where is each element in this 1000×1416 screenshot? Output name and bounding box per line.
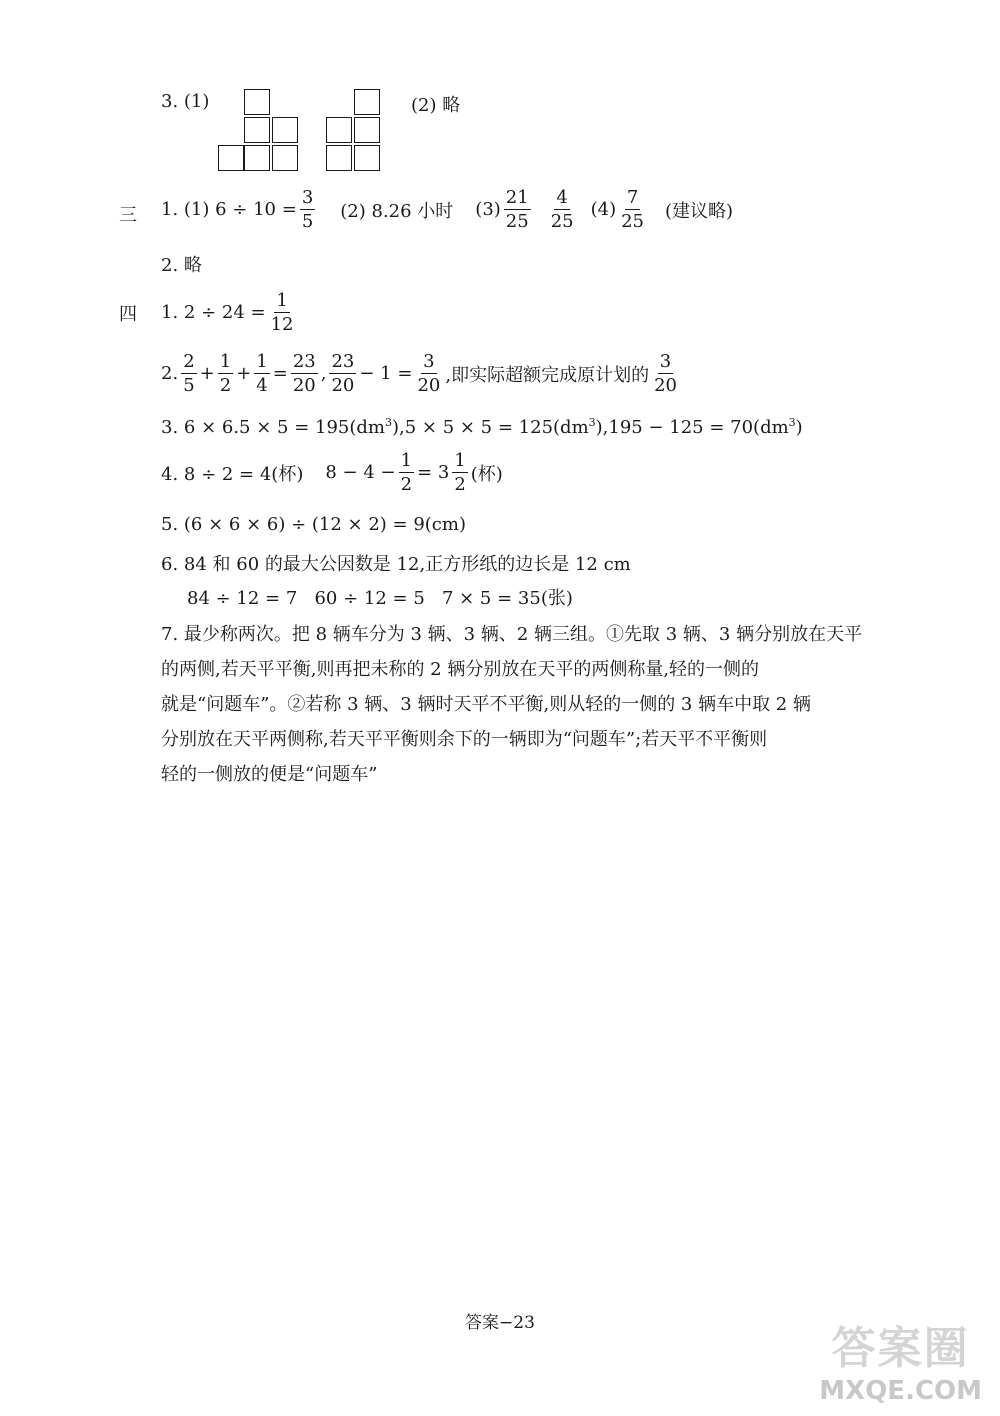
sec3-q1-c: (3) [475, 199, 501, 221]
sec3-q1-b: (2) 8.26 小时 [340, 200, 454, 222]
paragraph-line: 的两侧,若天平平衡,则再把未称的 2 辆分别放在天平的两侧称量,轻的一侧的 [161, 659, 760, 680]
page-footer: 答案−23 [465, 1313, 535, 1333]
fraction: $\frac{3}{5}$ [301, 187, 314, 232]
sec3-q2: 2. 略 [161, 255, 202, 276]
fraction: $\frac{23}{20}$ [331, 351, 355, 396]
paragraph-line: 分别放在天平两侧称,若天平平衡则余下的一辆即为“问题车”;若天平不平衡则 [161, 729, 768, 750]
operator: = [272, 363, 288, 385]
sec4-q4-b: 8 − 4 − [325, 462, 396, 484]
sec4-q2 [161, 352, 682, 396]
paragraph-line: 就是“问题车”。②若称 3 辆、3 辆时天平不平衡,则从轻的一侧的 3 辆车中取 2 辆 [161, 694, 811, 715]
section-3-marker: 三 [119, 205, 137, 226]
q3-label: 3. (1) [161, 91, 210, 112]
fraction: $\frac{1}{2}$ [400, 450, 413, 495]
sec4-q1 [161, 291, 299, 335]
paragraph-line: 轻的一侧放的便是“问题车” [161, 764, 378, 785]
sec4-q6-line2: 84 ÷ 12 = 7 60 ÷ 12 = 5 7 × 5 = 35(张) [187, 588, 573, 609]
grid-figure-1 [218, 89, 302, 173]
operator: − 1 = [359, 363, 413, 385]
paragraph-line: 7. 最少称两次。把 8 辆车分为 3 辆、3 辆、2 辆三组。①先取 3 辆、3 辆分别放在天平 [161, 624, 863, 645]
sec4-q6-line1: 6. 84 和 60 的最大公因数是 12,正方形纸的边长是 12 cm [161, 554, 631, 575]
section-4-marker: 四 [119, 304, 137, 325]
fraction: $\frac{21}{25}$ [505, 187, 529, 232]
sec3-q1-e: (建议略) [665, 200, 734, 222]
sec3-q1 [161, 188, 733, 232]
sec4-q2-label: 2. [161, 363, 179, 385]
fraction: $\frac{1}{4}$ [256, 351, 268, 396]
sec4-q5: 5. (6 × 6 × 6) ÷ (12 × 2) = 9(cm) [161, 514, 466, 535]
sec4-q2-text: ,即实际超额完成原计划的 [445, 364, 650, 386]
sec3-q1-a: 1. (1) 6 ÷ 10 = [161, 199, 297, 221]
separator: , [320, 363, 327, 385]
fraction: $\frac{1}{12}$ [270, 290, 294, 335]
sec4-q4-a: 4. 8 ÷ 2 = 4(杯) [161, 463, 304, 485]
q3-part2: (2) 略 [411, 95, 461, 116]
sec4-q4 [161, 451, 503, 495]
fraction: $\frac{1}{2}$ [454, 450, 466, 495]
fraction: $\frac{2}{5}$ [183, 351, 195, 396]
sec3-q1-d: (4) [590, 199, 617, 221]
watermark-logo: 答案圈 MXQE.COM [819, 1323, 982, 1406]
fraction: $\frac{4}{25}$ [550, 187, 574, 232]
sec4-q1-a: 1. 2 ÷ 24 = [161, 302, 266, 324]
sec4-q7 [161, 617, 951, 792]
operator: + [236, 363, 252, 385]
fraction: $\frac{1}{2}$ [219, 351, 232, 396]
fraction: $\frac{3}{20}$ [417, 351, 441, 396]
grid-figure-2 [326, 89, 384, 173]
operator: + [199, 363, 215, 385]
sec4-q3: 3. $6 \times 6.5 \times 5 = 195(dm^3),5 \times 5 \times 5 = 125(dm^3),195 - 125 = 70(dm^3)$ [161, 416, 803, 438]
fraction: $\frac{3}{20}$ [654, 351, 677, 396]
fraction: $\frac{23}{20}$ [292, 351, 316, 396]
sec4-q4-d: (杯) [470, 463, 503, 485]
fraction: $\frac{7}{25}$ [621, 187, 645, 232]
sec4-q4-c: = 3 [417, 462, 450, 484]
